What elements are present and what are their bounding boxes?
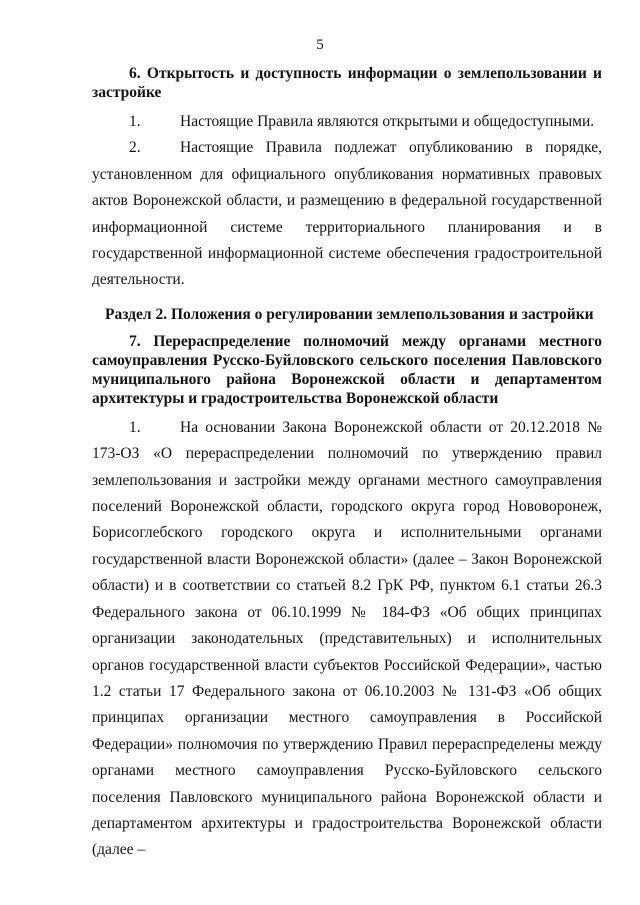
- section-6-item-1: [92, 109, 602, 135]
- document-body: [92, 64, 602, 864]
- item-text: На основании Закона Воронежской области от 20.12.2018 № 173-ОЗ «О перераспределении полномочий по утверждению правил землепользования и застройки между органами местного самоуправления поселений Воронежской области, городского округа город Нововоронеж, Борисоглебского городского округа и исполнительными органами государственной власти Воронежской области» (далее – Закон Воронежской области) и в соответствии со статьей 8.2 ГрК РФ, пунктом 6.1 статьи 26.3 Федерального закона от 06.10.1999 № 184-ФЗ «Об общих принципах организации законодательных (представительных) и исполнительных органов государственной власти субъектов Российской Федерации», частью 1.2 статьи 17 Федерального закона от 06.10.2003 № 131-ФЗ «Об общих принципах организации местного самоуправления в Российской Федерации» полномочия по утверждению Правил перераспределены между органами местного самоуправления Русско-Буйловского сельского поселения Павловского муниципального района Воронежской области и департаментом архитектуры и градостроительства Воронежской области (далее –: [92, 418, 602, 859]
- item-text: Настоящие Правила являются открытыми и общедоступными.: [180, 113, 595, 130]
- item-number: 1.: [129, 113, 141, 130]
- section-6-item-2: [92, 135, 602, 293]
- section-7-item-1: [92, 415, 602, 864]
- section-7-heading: 7. Перераспределение полномочий между органами местного самоуправления Русско-Буйловского сельского поселения Павловского муниципального района Воронежской области и департаментом архитектуры и градостроительства Воронежской области: [92, 332, 602, 407]
- item-text: Настоящие Правила подлежат опубликованию в порядке, установленном для официального опубликования нормативных правовых актов Воронежской области, и размещению в федеральной государственной информационной системе территориального планирования и в государственной информационной системе обеспечения градостроительной деятельности.: [92, 139, 602, 289]
- part-2-heading: Раздел 2. Положения о регулировании землепользования и застройки: [105, 305, 594, 323]
- section-6-heading: 6. Открытость и доступность информации о землепользовании и застройке: [92, 65, 602, 101]
- item-number: 1.: [129, 418, 141, 436]
- item-number: 2.: [129, 139, 141, 157]
- page-number: 5: [316, 37, 324, 53]
